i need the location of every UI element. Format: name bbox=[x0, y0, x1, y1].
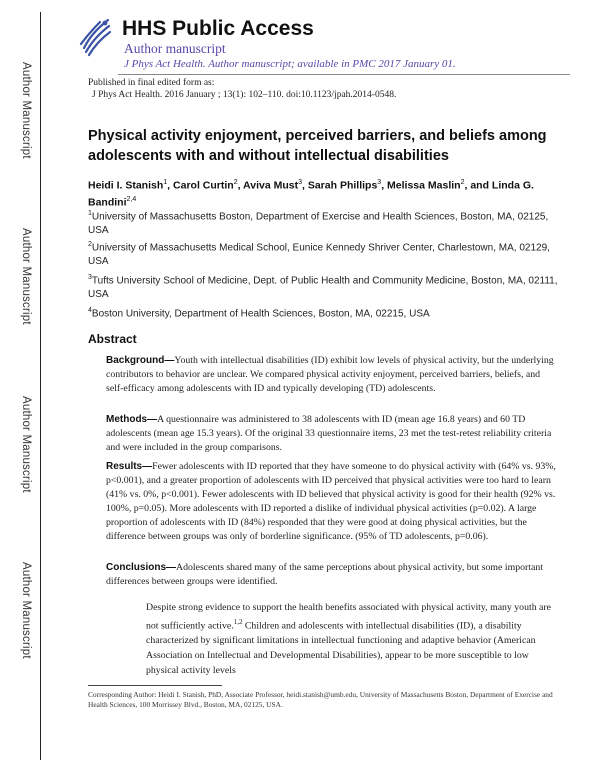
header-rule bbox=[118, 74, 570, 75]
hhs-public-access-title: HHS Public Access bbox=[122, 17, 314, 40]
author-manuscript-subtitle: Author manuscript bbox=[124, 41, 226, 56]
margin-label-author-manuscript: Author Manuscript bbox=[20, 562, 32, 659]
margin-label-author-manuscript: Author Manuscript bbox=[20, 62, 32, 159]
abstract-conclusions: Conclusions—Adolescents shared many of the same perceptions about physical activity, but some important differences between groups were identified. bbox=[106, 562, 543, 587]
margin-label-author-manuscript: Author Manuscript bbox=[20, 228, 32, 325]
author-name: Melissa Maslin bbox=[387, 179, 461, 192]
author-affiliation-mark: 3 bbox=[377, 179, 382, 186]
author-affiliation-mark: 2 bbox=[233, 179, 238, 186]
hhs-eagle-logo bbox=[78, 14, 112, 58]
abstract-heading: Abstract bbox=[88, 332, 137, 346]
abstract-methods: Methods—A questionnaire was administered to 38 adolescents with ID (mean age 16.8 years) and 60 TD adolescents (mean age 15.3 years). Of the original 33 questionnaire items, 23 met the test-retest reliability criteria and were included in the group comparisons. bbox=[106, 414, 552, 453]
author-name: Heidi I. Stanish bbox=[88, 179, 164, 192]
margin-label-author-manuscript: Author Manuscript bbox=[20, 396, 32, 493]
paper-title: Physical activity enjoyment, perceived barriers, and beliefs among adolescents with and without intellectual disabilities bbox=[88, 128, 547, 164]
citation-ref[interactable]: 1,2 bbox=[233, 618, 243, 626]
affiliation: $^1$University of Massachusetts Boston, Department of Exercise and Health Sciences, Boston, MA, 02125, USA bbox=[88, 210, 549, 237]
abstract-background: Background—Youth with intellectual disabilities (ID) exhibit low levels of physical activity, but the underlying contributors to behavior are unclear. We compared physical activity enjoyment, perceived barriers, beliefs, and self-efficacy among adolescents with ID and typically developing (TD) adolescents. bbox=[106, 355, 554, 394]
affiliation: $^3$Tufts University School of Medicine, Dept. of Public Health and Community Medicine, Boston, MA, 02111, USA bbox=[88, 274, 558, 301]
author-list: Heidi I. Stanish$^1$, Carol Curtin$^2$, Aviva Must$^3$, Sarah Phillips$^3$, Melissa Maslin$^2$, and Linda G. Bandini$^{2,4}$ bbox=[88, 179, 534, 208]
affiliation: $^2$University of Massachusetts Medical School, Eunice Kennedy Shriver Center, Charlestown, MA, 02129, USA bbox=[88, 241, 550, 268]
author-affiliation-mark: 2,4 bbox=[126, 195, 137, 203]
affiliation: $^4$Boston University, Department of Health Sciences, Boston, MA, 02215, USA bbox=[88, 307, 430, 320]
author-name: Aviva Must bbox=[243, 179, 299, 192]
published-label: Published in final edited form as: bbox=[88, 78, 215, 88]
author-name: Linda G. Bandini bbox=[88, 179, 534, 208]
corresponding-author-footnote: Corresponding Author: Heidi I. Stanish, PhD, Associate Professor, heidi.stanish@umb.edu, University of Massachusetts Boston, Department of Exercise and Health Sciences, 100 Morrissey Blvd., Boston, MA, 02125, USA. bbox=[88, 690, 553, 709]
journal-availability-line: J Phys Act Health. Author manuscript; available in PMC 2017 January 01. bbox=[124, 58, 456, 70]
author-name: Sarah Phillips bbox=[307, 179, 378, 192]
author-affiliation-mark: 3 bbox=[298, 179, 302, 186]
margin-divider bbox=[40, 12, 41, 760]
body-paragraph: Despite strong evidence to support the health benefits associated with physical activity, many youth are not sufficiently active.$^{1,2}$ Children and adolescents with intellectual disabilities (ID), a disability characterized by significant limitations in intellectual functioning and adaptive behavior (American Association on Intellectual and Developmental Disabilities), appear to be more susceptible to low physical activity levels bbox=[146, 602, 552, 677]
author-affiliation-mark: 2 bbox=[460, 179, 465, 186]
author-affiliation-mark: 1 bbox=[163, 179, 168, 186]
footnote-rule bbox=[88, 685, 222, 686]
abstract-results: Results—Fewer adolescents with ID reported that they have someone to do physical activity with (64% vs. 93%, p<0.001), and a greater proportion of adolescents with ID perceived that physical activities were too hard to learn (41% vs. 0%, p<0.001). Fewer adolescents with ID believed that physical activity is good for their health (92% vs. 100%, p=0.05). More adolescents with ID reported a dislike of individual physical activities (p=0.02). A large proportion of adolescents with ID (84%) responded that they were good at doing physical activities, but the difference between groups was only of borderline significance. (95% of TD adolescents, p=0.06). bbox=[106, 461, 556, 542]
publication-citation: J Phys Act Health. 2016 January ; 13(1): 102–110. doi:10.1123/jpah.2014-0548. bbox=[92, 90, 397, 100]
author-name: Carol Curtin bbox=[173, 179, 234, 192]
